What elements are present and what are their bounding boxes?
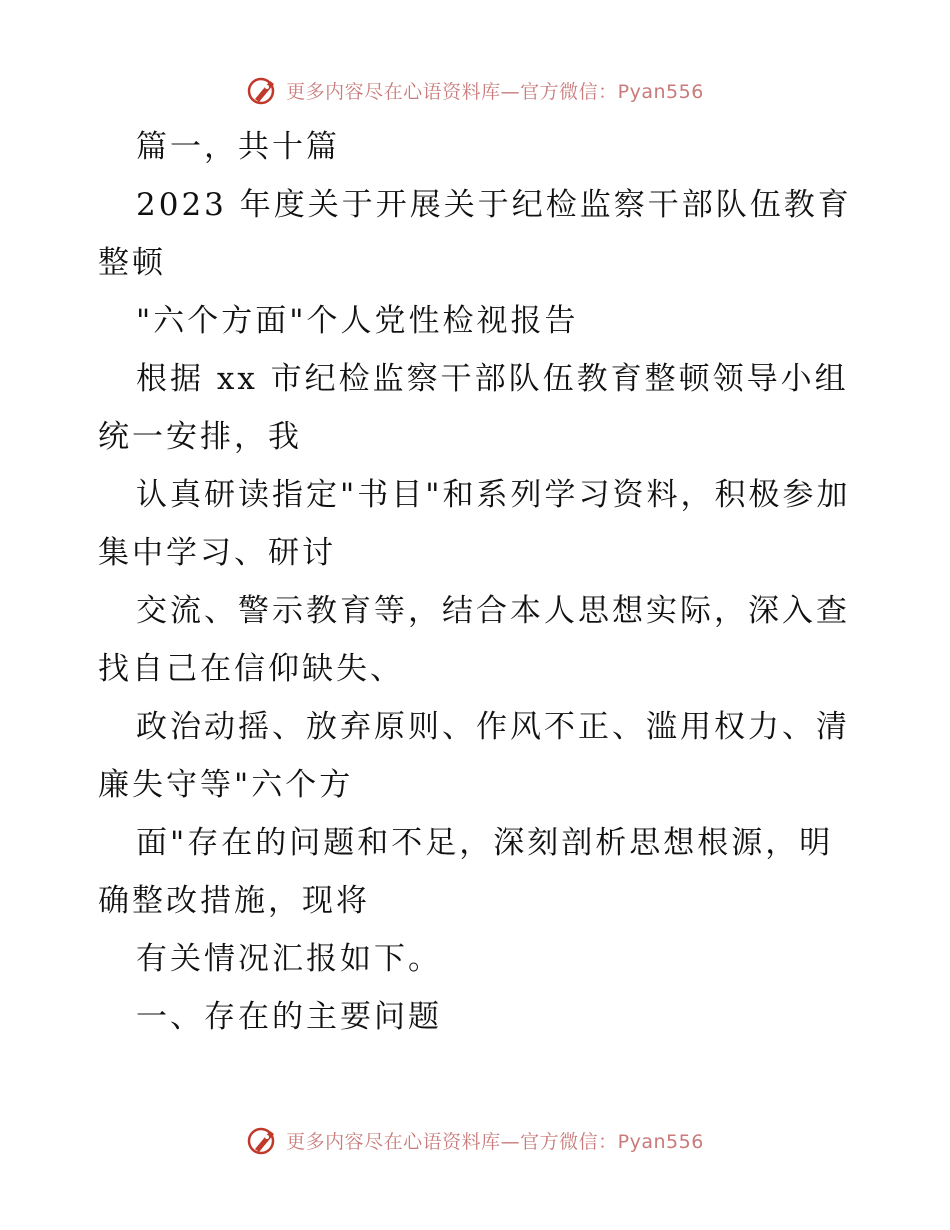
paragraph-body: 有关情况汇报如下。 [136,941,442,977]
watermark-text: 更多内容尽在心语资料库—官方微信：Pyan556 [286,80,704,103]
pen-nib-circle-icon [246,73,280,107]
section-heading: 一、存在的主要问题 [136,999,442,1035]
pen-nib-circle-icon [246,1123,280,1157]
watermark-text: 更多内容尽在心语资料库—官方微信：Pyan556 [286,1130,704,1153]
paragraph-body: 政治动摇、放弃原则、作风不正、滥用权力、清廉失守等"六个方 [98,709,850,803]
paragraph-title-line-1: 2023 年度关于开展关于纪检监察干部队伍教育整顿 [98,187,852,281]
paragraph-body: 面"存在的问题和不足，深刻剖析思想根源，明确整改措施，现将 [98,825,834,919]
paragraph-body: 认真研读指定"书目"和系列学习资料，积极参加集中学习、研讨 [98,477,851,571]
paragraph-title-line-2: "六个方面"个人党性检视报告 [136,303,579,339]
paragraph-section-label: 篇一，共十篇 [136,129,340,165]
document-body [98,118,858,1046]
header-watermark [0,70,950,110]
paragraph-body: 交流、警示教育等，结合本人思想实际，深入查找自己在信仰缺失、 [98,593,850,687]
footer-watermark [0,1120,950,1160]
paragraph-body: 根据 xx 市纪检监察干部队伍教育整顿领导小组统一安排，我 [98,361,849,455]
